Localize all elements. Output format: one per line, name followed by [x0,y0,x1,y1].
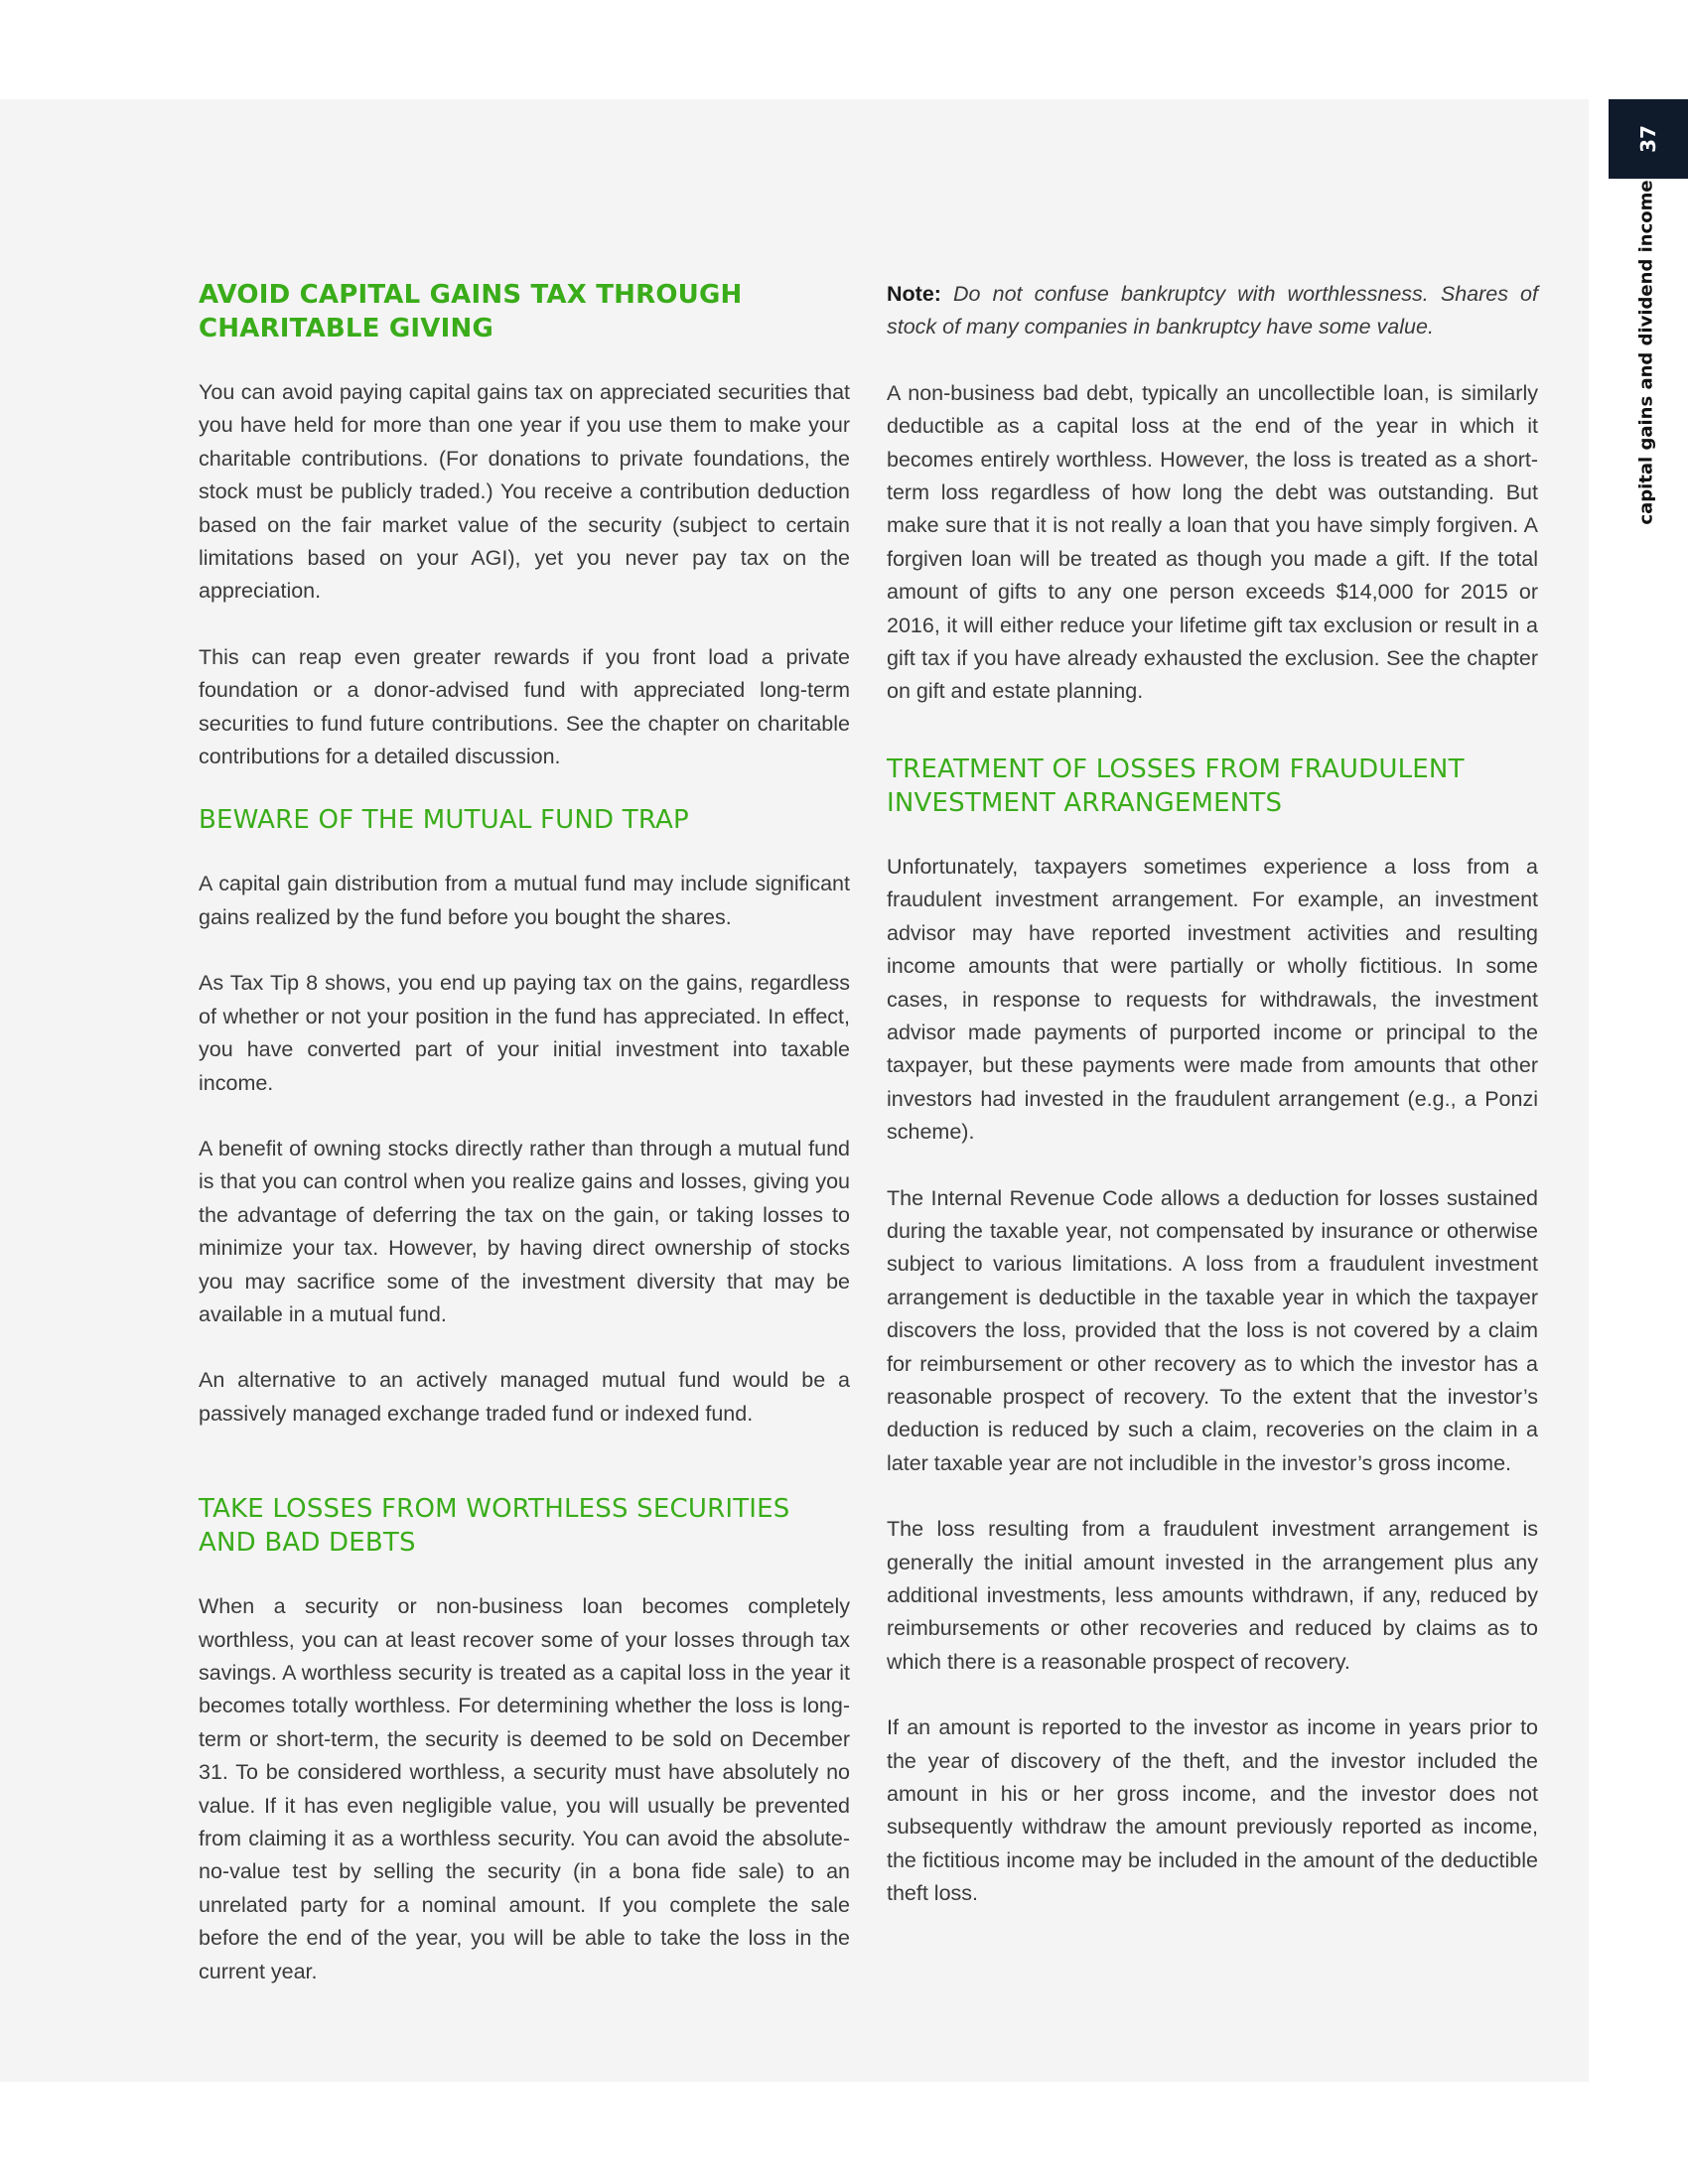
right-column [887,278,1538,1911]
heading-worthless-securities: TAKE LOSSES FROM WORTHLESS SECURITIES AND BAD DEBTS [199,1494,790,1559]
paragraph: A capital gain distribution from a mutual fund may include significant gains realized by the fund before you bought the shares. [199,872,850,929]
note-label: Note: [887,282,941,306]
page-number-tab [1609,99,1688,179]
paragraph: As Tax Tip 8 shows, you end up paying tax on the gains, regardless of whether or not your position in the fund has appreciated. In effect, you have converted part of your initial investment into taxable income. [199,971,850,1095]
paragraph: A benefit of owning stocks directly rather than through a mutual fund is that you can control when you realize gains and losses, giving you the advantage of deferring the tax on the gain, or taking losses to minimize your tax. However, by having direct ownership of stocks you may sacrifice some of the investment diversity that may be available in a mutual fund. [199,1136,850,1326]
heading-charitable-giving: AVOID CAPITAL GAINS TAX THROUGH CHARITABLE GIVING [199,280,743,343]
running-head-text: capital gains and dividend income [1635,180,1657,525]
paragraph: You can avoid paying capital gains tax on appreciated securities that you have held for more than one year if you use them to make your charitable contributions. (For donations to private foundations, the stock must be publicly traded.) You receive a contribution deduction based on the fair market value of the security (subject to certain limitations based on your AGI), yet you never pay tax on the appreciation. [199,380,850,604]
paragraph: The loss resulting from a fraudulent investment arrangement is generally the initial amount invested in the arrangement plus any additional investments, less amounts withdrawn, if any, reduced by reimbursements or other recoveries and reduced by claims as to which there is a reasonable prospect of recovery. [887,1517,1538,1674]
paragraph: The Internal Revenue Code allows a deduction for losses sustained during the taxable year, not compensated by insurance or otherwise subject to various limitations. A loss from a fraudulent investment arrangement is deductible in the taxable year in which the taxpayer discovers the loss, provided that the loss is not covered by a claim for reimbursement or other recovery as to which the investor has a reasonable prospect of recovery. To the extent that the investor’s deduction is reduced by such a claim, recoveries on the claim in a later taxable year are not includible in the investor’s gross income. [887,1185,1538,1475]
left-column [199,278,850,1988]
paragraph: An alternative to an actively managed mutual fund would be a passively managed exchange traded fund or indexed fund. [199,1368,850,1426]
running-head [1617,180,1676,525]
paragraph: A non-business bad debt, typically an uncollectible loan, is similarly deductible as a capital loss at the end of the year in which it becomes entirely worthless. However, the loss is treated as a short-term loss regardless of how long the debt was outstanding. But make sure that it is not really a loan that you have simply forgiven. A forgiven loan will be treated as though you made a gift. If the total amount of gifts to any one person exceeds $14,000 for 2015 or 2016, it will either reduce your lifetime gift tax exclusion or result in a gift tax if you have already exhausted the exclusion. See the chapter on gift and estate planning. [887,380,1538,704]
paragraph: This can reap even greater rewards if you front load a private foundation or a donor-advised fund with appreciated long-term securities to fund future contributions. See the chapter on charitable contributions for a detailed discussion. [199,644,850,769]
paragraph: When a security or non-business loan becomes completely worthless, you can at least recover some of your losses through tax savings. A worthless security is treated as a capital loss in the year it becomes totally worthless. For determining whether the loss is long-term or short-term, the security is deemed to be sold on December 31. To be considered worthless, a security must have absolutely no value. If it has even negligible value, you will usually be prevented from claiming it as a worthless security. You can avoid the absolute-no-value test by selling the security (in a bona fide sale) to an unrelated party for a nominal amount. If you complete the sale before the end of the year, you will be able to take the loss in the current year. [199,1594,850,1983]
paragraph: If an amount is reported to the investor as income in years prior to the year of discovery of the theft, and the investor included the amount in his or her gross income, and the investor does not subsequently withdraw the amount previously reported as income, the fictitious income may be included in the amount of the deductible theft loss. [887,1715,1538,1906]
heading-fraudulent-investment: TREATMENT OF LOSSES FROM FRAUDULENT INVESTMENT ARRANGEMENTS [887,753,1465,818]
page-number: 37 [1636,125,1660,153]
paragraph: Unfortunately, taxpayers sometimes experience a loss from a fraudulent investment arrangement. For example, an investment advisor may have reported investment activities and resulting income amounts that were partially or wholly fictitious. In some cases, in response to requests for withdrawals, the investment advisor made payments of purported income or principal to the taxpayer, but these payments were made from amounts that other investors had invested in the fraudulent arrangement (e.g., a Ponzi scheme). [887,854,1538,1145]
note-text: Do not confuse bankruptcy with worthlessness. Shares of stock of many companies in bankruptcy have some value. [887,282,1538,340]
heading-mutual-fund-trap: BEWARE OF THE MUTUAL FUND TRAP [199,805,689,836]
note-paragraph [887,278,1538,344]
